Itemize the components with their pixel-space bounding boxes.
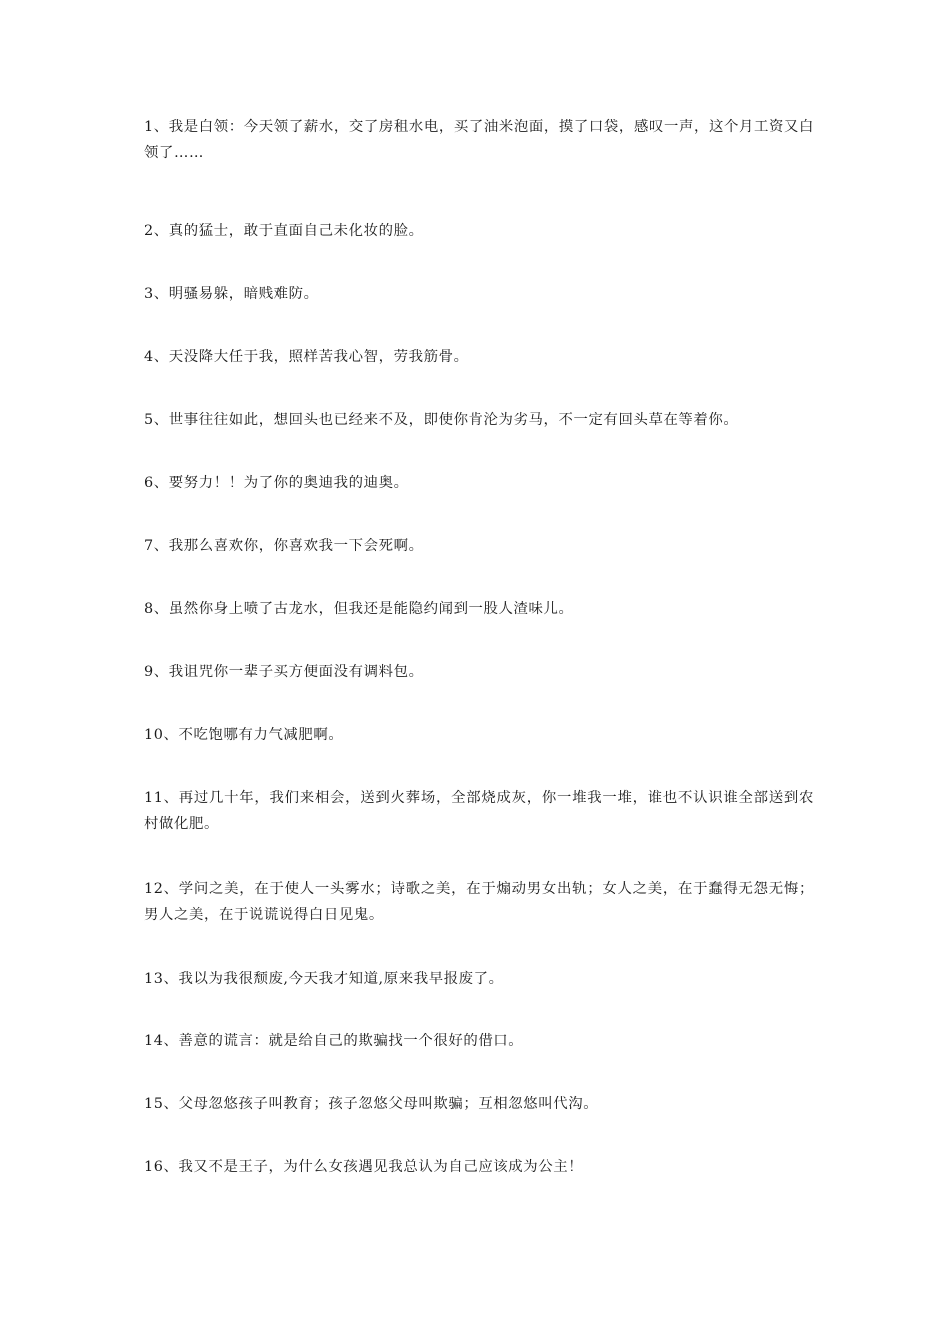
list-item: 8、虽然你身上喷了古龙水，但我还是能隐约闻到一股人渣味儿。: [144, 601, 574, 617]
list-item: 13、我以为我很颓废,今天我才知道,原来我早报废了。: [144, 971, 504, 987]
list-item: 14、善意的谎言：就是给自己的欺骗找一个很好的借口。: [144, 1033, 524, 1049]
list-item: 10、不吃饱哪有力气减肥啊。: [144, 727, 344, 743]
list-item: 5、世事往往如此，想回头也已经来不及，即使你肯沦为劣马，不一定有回头草在等着你。: [144, 412, 739, 428]
list-item: 1、我是白领：今天领了薪水，交了房租水电，买了油米泡面，摸了口袋，感叹一声，这个月工资又白领了……: [144, 119, 814, 161]
list-item: 11、再过几十年，我们来相会，送到火葬场，全部烧成灰，你一堆我一堆，谁也不认识谁全部送到农村做化肥。: [144, 790, 814, 832]
list-item: 9、我诅咒你一辈子买方便面没有调料包。: [144, 664, 424, 680]
list-item: 16、我又不是王子，为什么女孩遇见我总认为自己应该成为公主！: [144, 1159, 584, 1175]
list-item: 4、天没降大任于我，照样苦我心智，劳我筋骨。: [144, 349, 469, 365]
list-item: 3、明骚易躲，暗贱难防。: [144, 286, 319, 302]
list-item: 12、学问之美，在于使人一头雾水；诗歌之美，在于煽动男女出轨；女人之美，在于蠢得无怨无悔；男人之美，在于说谎说得白日见鬼。: [144, 881, 814, 923]
list-item: 6、要努力！！为了你的奥迪我的迪奥。: [144, 475, 409, 491]
list-item: 15、父母忽悠孩子叫教育；孩子忽悠父母叫欺骗；互相忽悠叫代沟。: [144, 1096, 599, 1112]
list-item: 7、我那么喜欢你，你喜欢我一下会死啊。: [144, 538, 424, 554]
list-item: 2、真的猛士，敢于直面自己未化妆的脸。: [144, 223, 424, 239]
